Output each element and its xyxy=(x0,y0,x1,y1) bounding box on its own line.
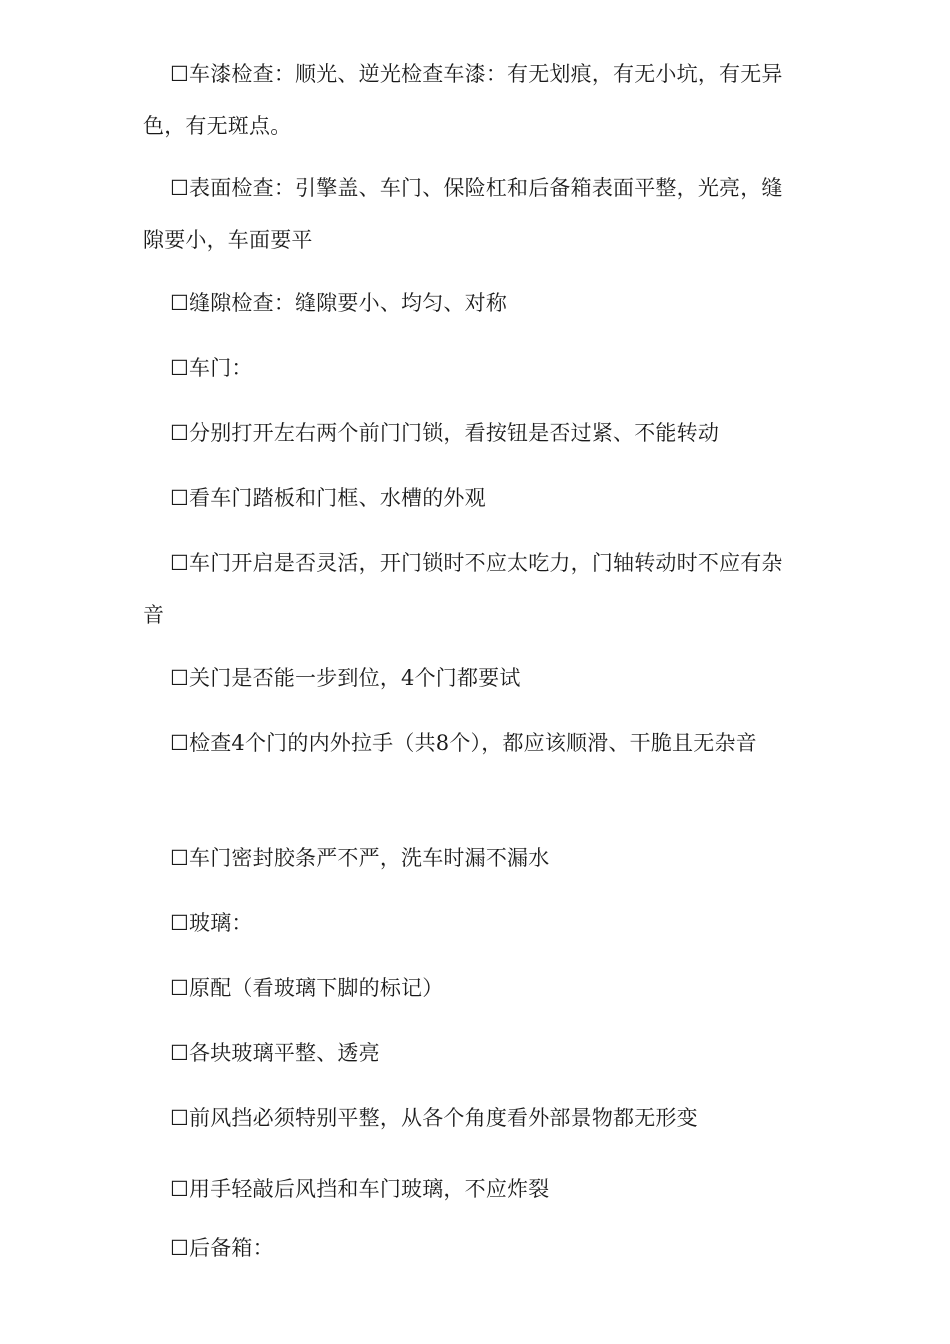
paragraph-door-heading: ☐车门： xyxy=(170,356,253,380)
paragraph-door-handles: ☐检查4个门的内外拉手（共8个），都应该顺滑、干脆且无杂音 xyxy=(170,731,757,755)
paragraph-door-lock: ☐分别打开左右两个前门门锁，看按钮是否过紧、不能转动 xyxy=(170,421,720,445)
paragraph-windshield: ☐前风挡必须特别平整，从各个角度看外部景物都无形变 xyxy=(170,1106,698,1130)
paragraph-door-open: ☐车门开启是否灵活，开门锁时不应太吃力，门轴转动时不应有杂音 xyxy=(143,551,783,627)
paragraph-gap-check: ☐缝隙检查：缝隙要小、均匀、对称 xyxy=(170,291,508,315)
paragraph-rear-glass-tap: ☐用手轻敲后风挡和车门玻璃，不应炸裂 xyxy=(170,1177,550,1201)
paragraph-paint-check: ☐车漆检查：顺光、逆光检查车漆：有无划痕，有无小坑，有无异色，有无斑点。 xyxy=(143,62,783,138)
paragraph-glass-heading: ☐玻璃： xyxy=(170,911,253,935)
paragraph-glass-original: ☐原配（看玻璃下脚的标记） xyxy=(170,976,444,1000)
paragraph-trunk-heading: ☐后备箱： xyxy=(170,1236,274,1260)
paragraph-door-sill: ☐看车门踏板和门框、水槽的外观 xyxy=(170,486,486,510)
paragraph-door-close: ☐关门是否能一步到位，4个门都要试 xyxy=(170,666,521,690)
paragraph-door-seal: ☐车门密封胶条严不严，洗车时漏不漏水 xyxy=(170,846,550,870)
paragraph-glass-flat: ☐各块玻璃平整、透亮 xyxy=(170,1041,380,1065)
paragraph-surface-check: ☐表面检查：引擎盖、车门、保险杠和后备箱表面平整，光亮，缝隙要小，车面要平 xyxy=(143,176,783,252)
